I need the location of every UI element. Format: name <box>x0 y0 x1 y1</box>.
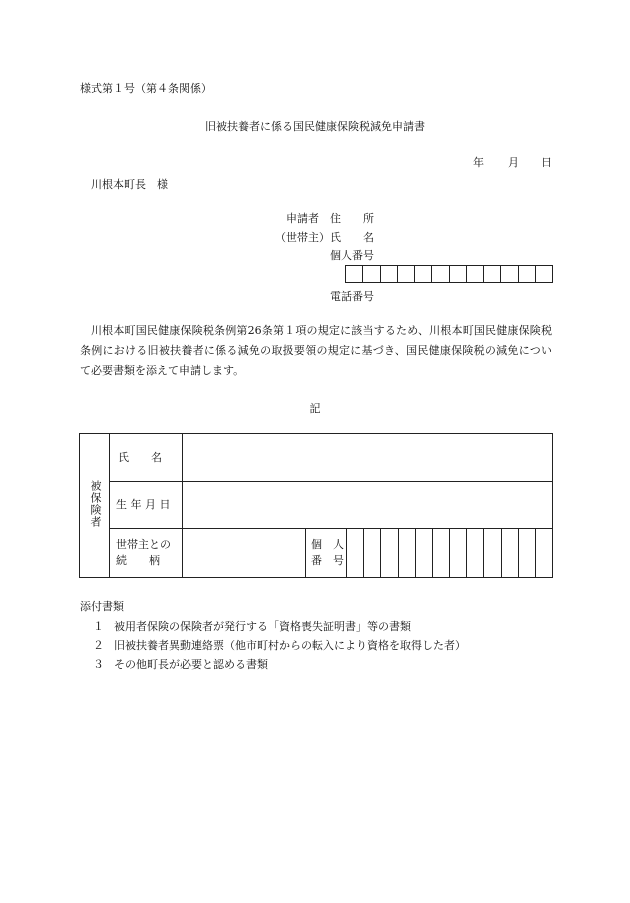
insured-name-label: 氏 名 <box>118 451 162 464</box>
insured-birthdate-field[interactable] <box>183 482 552 528</box>
document-title: 旧被扶養者に係る国民健康保険税減免申請書 <box>205 120 425 133</box>
date-year: 年 <box>473 156 484 169</box>
insured-my-number-boxes[interactable] <box>346 528 553 578</box>
relation-label-line2: 続 柄 <box>116 554 160 567</box>
date-month: 月 <box>508 156 519 169</box>
insured-side-label: 被保険者 <box>89 480 102 528</box>
attachments-heading: 添付書類 <box>80 600 124 613</box>
attachment-number: ３ <box>93 658 104 671</box>
table-divider <box>109 433 110 578</box>
table-my-number-label-line2: 番 号 <box>311 554 344 567</box>
insured-birthdate-label: 生 年 月 日 <box>116 498 171 511</box>
my-number-label: 個人番号 <box>330 249 374 262</box>
address-label: 住 所 <box>330 212 374 225</box>
name-label: 氏 名 <box>330 231 374 244</box>
attachment-item: 旧被扶養者異動連絡票（他市町村からの転入により資格を取得した者） <box>114 639 466 652</box>
relation-label-line1: 世帯主との <box>116 538 171 551</box>
attachment-item: その他町長が必要と認める書類 <box>114 658 268 671</box>
table-divider <box>305 528 306 578</box>
ki-marker: 記 <box>309 402 321 415</box>
insured-name-field[interactable] <box>183 434 552 481</box>
request-paragraph: 川根本町国民健康保険税条例第26条第１項の規定に該当するため、川根本町国民健康保険税条例における旧被扶養者に係る減免の取扱要領の規定に基づき、国民健康保険税の減免について必要書類を添えて申請します。 <box>80 324 552 377</box>
date-day: 日 <box>541 156 552 169</box>
applicant-my-number-boxes[interactable] <box>345 265 553 283</box>
addressee: 川根本町長 様 <box>91 178 168 191</box>
phone-label: 電話番号 <box>330 290 374 303</box>
attachment-number: ２ <box>93 639 104 652</box>
relation-field[interactable] <box>183 529 305 577</box>
household-head-label: （世帯主） <box>275 231 330 244</box>
table-my-number-label-line1: 個 人 <box>311 538 344 551</box>
applicant-label: 申請者 <box>286 212 319 225</box>
attachment-number: １ <box>93 620 104 633</box>
attachment-item: 被用者保険の保険者が発行する「資格喪失証明書」等の書類 <box>114 620 411 633</box>
form-number: 様式第１号（第４条関係） <box>80 82 212 95</box>
